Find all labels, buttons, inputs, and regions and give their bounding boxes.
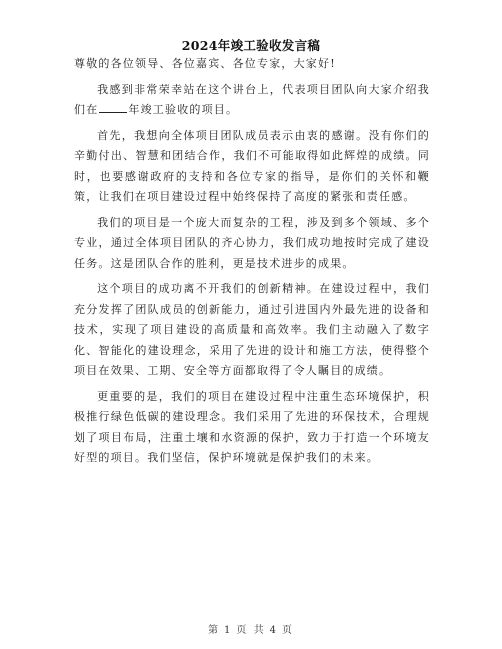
footer-label-end: 页 [281,625,294,636]
footer-total-pages: 4 [269,625,278,636]
intro-paragraph [74,80,430,121]
footer-label-of: 页 共 [236,625,266,636]
body-paragraph-innovation: 这个项目的成功离不开我们的创新精神。在建设过程中，我们充分发挥了团队成员的创新能力，通过引进国内外最先进的设备和技术，实现了项目建设的高质量和高效率。我们主动融入了数字化、智能化的建设理念，采用了先进的设计和施工方法，使得整个项目在效果、工期、安全等方面都取得了令人瞩目的成绩。 [74,282,430,377]
footer-current-page: 1 [224,625,233,636]
intro-text-part1: 我感到非常荣幸站在这个讲台上，代表项目团队向大家介绍我们在 [74,82,430,116]
footer-label-page: 第 [208,625,221,636]
document-body [74,54,430,474]
document-title: 2024年竣工验收发言稿 [181,38,321,53]
intro-text-part2: 年竣工验收的项目。 [128,103,239,116]
year-blank-line [99,100,127,113]
greeting-paragraph: 尊敬的各位领导、各位嘉宾、各位专家，大家好! [74,57,336,70]
page-footer [0,621,502,636]
body-paragraph-thanks: 首先，我想向全体项目团队成员表示由衷的感谢。没有你们的辛勤付出、智慧和团结合作，我们不可能取得如此辉煌的成绩。同时，也要感谢政府的支持和各位专家的指导，是你们的关怀和鞭策，让我们在项目建设过程中始终保持了高度的紧张和责任感。 [74,128,430,203]
body-paragraph-project: 我们的项目是一个庞大而复杂的工程，涉及到多个领域、多个专业，通过全体项目团队的齐心协力，我们成功地按时完成了建设任务。这是团队合作的胜利，更是技术进步的成果。 [74,215,430,270]
body-paragraph-environment: 更重要的是，我们的项目在建设过程中注重生态环境保护，积极推行绿色低碳的建设理念。我们采用了先进的环保技术，合理规划了项目布局，注重土壤和水资源的保护，致力于打造一个环境友好型的项目。我们坚信，保护环境就是保护我们的未来。 [74,389,430,464]
